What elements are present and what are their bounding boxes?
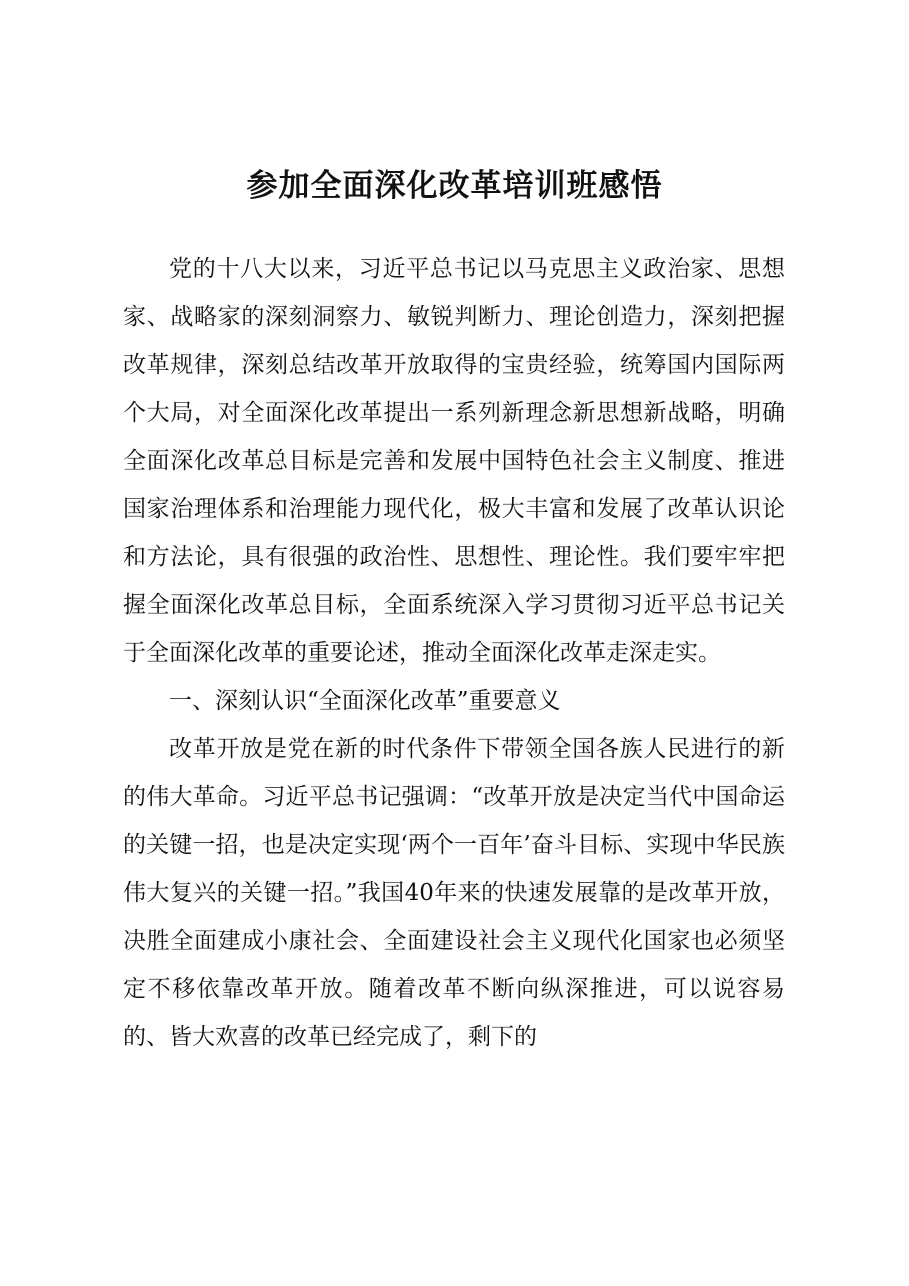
paragraph-intro: 党的十八大以来，习近平总书记以马克思主义政治家、思想家、战略家的深刻洞察力、敏锐判断力、理论创造力，深刻把握改革规律，深刻总结改革开放取得的宝贵经验，统筹国内国际两个大局，对全面深化改革提出一系列新理念新思想新战略，明确全面深化改革总目标是完善和发展中国特色社会主义制度、推进国家治理体系和治理能力现代化，极大丰富和发展了改革认识论和方法论，具有很强的政治性、思想性、理论性。我们要牢牢把握全面深化改革总目标，全面系统深入学习贯彻习近平总书记关于全面深化改革的重要论述，推动全面深化改革走深走实。 (123, 256, 785, 666)
section-heading-1: 一、深刻认识“全面深化改革”重要意义 (169, 688, 561, 714)
document-body (123, 245, 785, 1061)
paragraph-section-1: 改革开放是党在新的时代条件下带领全国各族人民进行的新的伟大革命。习近平总书记强调：“改革开放是决定当代中国命运的关键一招，也是决定实现‘两个一百年’奋斗目标、实现中华民族伟大复兴的关键一招。”我国40年来的快速发展靠的是改革开放，决胜全面建成小康社会、全面建设社会主义现代化国家也必须坚定不移依靠改革开放。随着改革不断向纵深推进，可以说容易的、皆大欢喜的改革已经完成了，剩下的 (123, 736, 785, 1050)
document-title: 参加全面深化改革培训班感悟 (246, 168, 663, 204)
